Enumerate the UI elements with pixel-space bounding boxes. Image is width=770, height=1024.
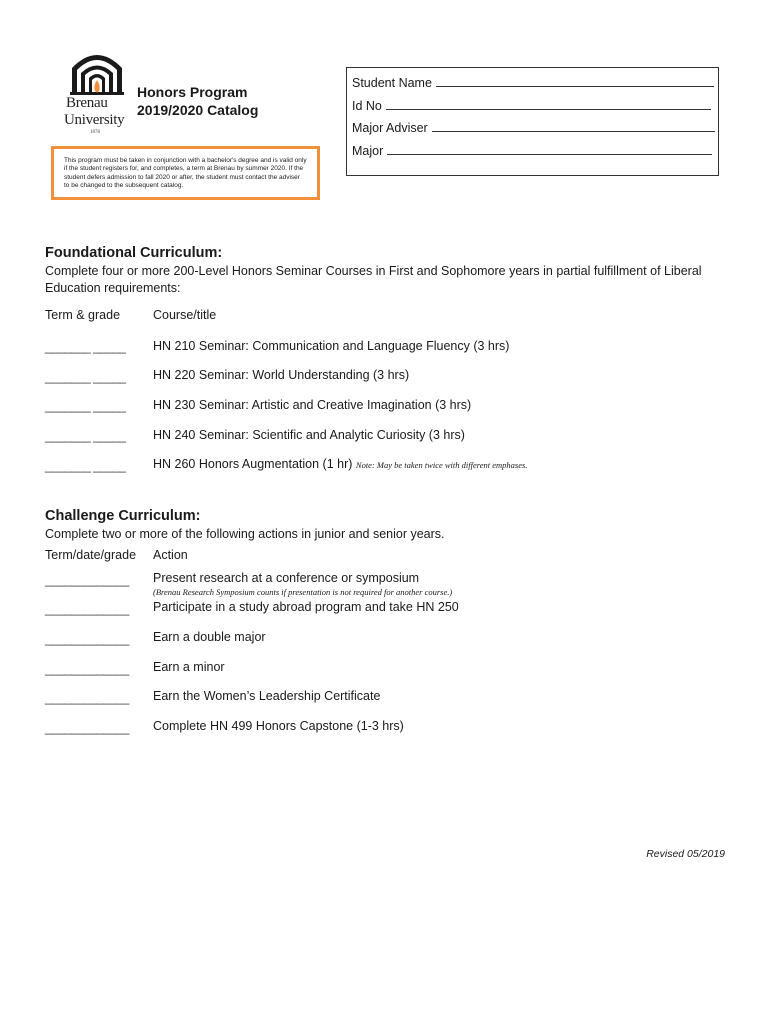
catalog-notice: This program must be taken in conjunction with a bachelor's degree and is valid only if the student registers for, and completes, a term at Brenau by summer 2020. If the student defers admission to fall 2020 or after, the student must contact the adviser to be changed to the subsequent catalog. [51,146,320,200]
term-date-grade-blank[interactable]: _____________ [45,573,129,587]
major-field[interactable] [352,143,712,158]
logo-wordmark-university: University [64,112,125,128]
term-date-grade-blank[interactable]: _____________ [45,691,129,705]
logo-wordmark-brenau: Brenau [66,95,108,111]
major-adviser-field[interactable] [352,120,715,135]
major-adviser-label: Major Adviser [352,121,428,135]
course-hn260-title: HN 260 Honors Augmentation (1 hr) [153,457,353,471]
action-womens-leadership: Earn the Women’s Leadership Certificate [153,689,381,703]
revised-date: Revised 05/2019 [646,848,725,860]
term-date-grade-blank[interactable]: _____________ [45,662,129,676]
student-name-label: Student Name [352,76,432,90]
course-hn230: HN 230 Seminar: Artistic and Creative Imagination (3 hrs) [153,398,472,412]
title-line-1: Honors Program [137,84,248,100]
course-hn240: HN 240 Seminar: Scientific and Analytic Curiosity (3 hrs) [153,428,465,442]
action-study-abroad: Participate in a study abroad program and take HN 250 [153,600,459,614]
course-hn260 [153,456,527,474]
challenge-heading: Challenge Curriculum: [45,508,201,524]
major-line[interactable] [387,143,712,155]
foundational-intro: Complete four or more 200-Level Honors Seminar Courses in First and Sophomore years in partial fulfillment of Liberal Education requirements: [45,264,702,295]
augmentation-note: Note: May be taken twice with different emphases. [355,460,528,470]
action-capstone: Complete HN 499 Honors Capstone (1-3 hrs) [153,719,404,733]
col-action: Action [153,548,188,562]
title-line-2: 2019/2020 Catalog [137,102,259,118]
action-double-major: Earn a double major [153,630,266,644]
term-date-grade-blank[interactable]: _____________ [45,602,129,616]
col-term-date-grade: Term/date/grade [45,548,137,562]
term-grade-blank[interactable]: _______ _____ [45,429,126,443]
action-minor: Earn a minor [153,660,225,674]
action-present-research: Present research at a conference or symposium [153,571,420,585]
course-hn220: HN 220 Seminar: World Understanding (3 hrs) [153,368,410,382]
term-date-grade-blank[interactable]: _____________ [45,632,129,646]
term-grade-blank[interactable]: _______ _____ [45,399,126,413]
id-no-line[interactable] [386,98,711,110]
challenge-intro: Complete two or more of the following actions in junior and senior years. [45,527,445,541]
major-adviser-line[interactable] [432,120,715,132]
student-info-box [346,67,719,176]
page-title [137,83,258,119]
id-no-label: Id No [352,99,382,113]
foundational-heading: Foundational Curriculum: [45,245,223,261]
col-term-grade: Term & grade [45,308,121,322]
student-name-field[interactable] [352,75,714,90]
term-grade-blank[interactable]: _______ _____ [45,370,126,384]
logo-year: 1878 [90,130,100,135]
id-no-field[interactable] [352,98,711,113]
research-note: (Brenau Research Symposium counts if presentation is not required for another course.) [153,587,453,597]
course-hn210: HN 210 Seminar: Communication and Language Fluency (3 hrs) [153,339,510,353]
term-date-grade-blank[interactable]: _____________ [45,721,129,735]
col-course-title: Course/title [153,308,217,322]
term-grade-blank[interactable]: _______ _____ [45,340,126,354]
major-label: Major [352,144,384,158]
term-grade-blank[interactable]: _______ _____ [45,459,126,473]
student-name-line[interactable] [436,75,714,87]
